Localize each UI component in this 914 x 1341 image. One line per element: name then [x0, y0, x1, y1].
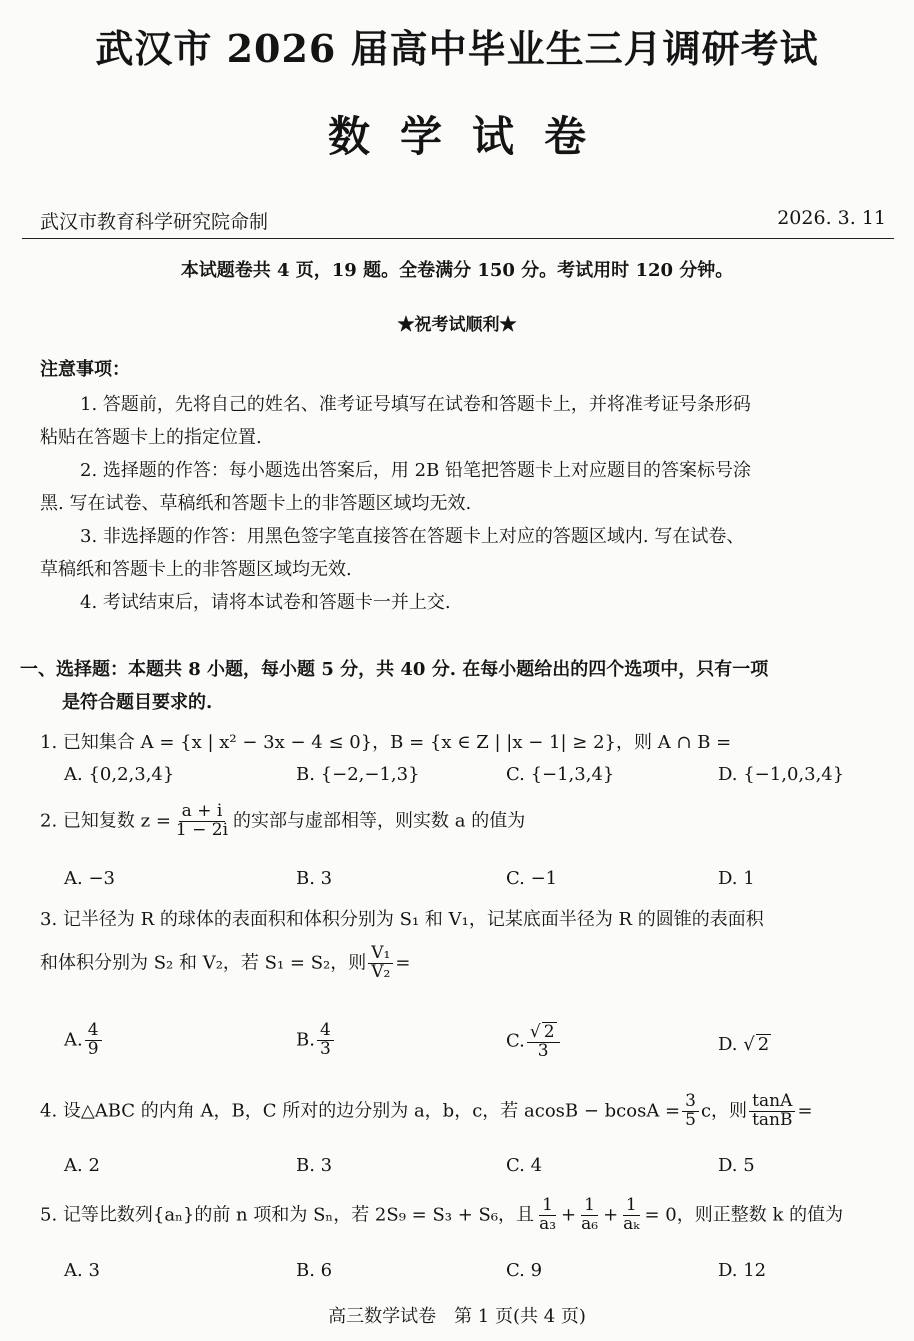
question-4-fraction-numerator: 3: [682, 1093, 699, 1112]
page-footer: 高三数学试卷 第 1 页(共 4 页): [328, 1306, 586, 1327]
question-4-lead: 4. 设△ABC 的内角 A，B，C 所对的边分别为 a，b，c，若 acosB − bcosA =: [40, 1100, 681, 1122]
question-5-option-c: C. 9: [506, 1260, 543, 1281]
question-3-option-c-fraction: [527, 1022, 560, 1061]
question-4-tan-numerator: tanA: [749, 1093, 795, 1112]
question-5-fraction-2: [578, 1197, 601, 1234]
question-3-option-d: [718, 1034, 771, 1055]
question-2-stem: [40, 803, 525, 840]
question-4-fraction-denominator: 5: [685, 1109, 696, 1130]
question-1-option-d: D. {−1,0,3,4}: [718, 764, 845, 785]
question-1-option-b: B. {−2,−1,3}: [296, 764, 420, 785]
question-5-option-a: A. 3: [64, 1260, 100, 1281]
section-1-heading-line-2: 是符合题目要求的.: [62, 692, 213, 713]
question-4-option-a: A. 2: [64, 1155, 100, 1176]
sqrt-icon: √: [743, 1034, 755, 1055]
question-4-option-b: B. 3: [296, 1155, 333, 1176]
question-1-stem: 1. 已知集合 A = {x | x² − 3x − 4 ≤ 0}，B = {x ∈ Z | |x − 1| ≥ 2}，则 A ∩ B =: [40, 732, 732, 753]
question-3-option-b-fraction: [317, 1022, 334, 1059]
question-4-option-c: C. 4: [506, 1155, 543, 1176]
question-3-option-a-numerator: 4: [85, 1022, 102, 1041]
question-2-fraction-denominator: 1 − 2i: [175, 819, 229, 840]
question-3-fraction: [368, 945, 393, 982]
question-5-option-b: B. 6: [296, 1260, 333, 1281]
notice-item-3-line-1: 3. 非选择题的作答：用黑色签字笔直接答在答题卡上对应的答题区域内. 写在试卷、: [80, 526, 745, 547]
question-5-fraction-3-denominator: aₖ: [623, 1213, 640, 1234]
question-3-option-c: [506, 1022, 562, 1061]
exam-date: 2026. 3. 11: [777, 207, 886, 229]
question-5-fraction-1-denominator: a₃: [539, 1213, 557, 1234]
question-5-fraction-3-numerator: 1: [623, 1197, 640, 1216]
notice-item-2-line-1: 2. 选择题的作答：每小题选出答案后，用 2B 铅笔把答题卡上对应题目的答案标号涂: [80, 460, 752, 481]
notice-item-1-line-1: 1. 答题前，先将自己的姓名、准考证号填写在试卷和答题卡上，并将准考证号条形码: [80, 394, 751, 415]
question-5-option-d: D. 12: [718, 1260, 767, 1281]
question-5-fraction-2-numerator: 1: [581, 1197, 598, 1216]
question-2-option-a: A. −3: [64, 868, 115, 889]
question-4-fraction: [682, 1093, 699, 1130]
question-2-option-d: D. 1: [718, 868, 755, 889]
notice-item-2-line-2: 黑. 写在试卷、草稿纸和答题卡上的非答题区域均无效.: [40, 493, 472, 514]
question-2-fraction: [173, 803, 231, 840]
question-3-option-a-denominator: 9: [87, 1038, 99, 1059]
question-3-option-b-numerator: 4: [317, 1022, 334, 1041]
exam-title: 武汉市 2026 届高中毕业生三月调研考试: [95, 26, 819, 71]
plus-sign: +: [603, 1204, 619, 1226]
question-5-fraction-2-denominator: a₆: [581, 1213, 599, 1234]
question-3-stem-line-1: 3. 记半径为 R 的球体的表面积和体积分别为 S₁ 和 V₁，记某底面半径为 R 的圆锥的表面积: [40, 909, 764, 930]
question-1-option-c: C. {−1,3,4}: [506, 764, 615, 785]
question-3-option-d-radicand: 2: [757, 1034, 770, 1055]
exam-info: 本试题卷共 4 页，19 题。全卷满分 150 分。考试用时 120 分钟。: [180, 260, 734, 281]
question-2-option-c: C. −1: [506, 868, 558, 889]
question-3-tail: =: [395, 952, 411, 974]
plus-sign: +: [561, 1204, 577, 1226]
question-4-tan-denominator: tanB: [752, 1109, 793, 1130]
question-1-option-a: A. {0,2,3,4}: [64, 764, 175, 785]
question-4-option-d: D. 5: [718, 1155, 755, 1176]
question-4-tail: =: [797, 1100, 813, 1122]
notice-heading: 注意事项：: [40, 359, 130, 380]
issuer: 武汉市教育科学研究院命制: [40, 211, 269, 233]
question-3-option-c-label: C.: [506, 1030, 525, 1052]
paper-subject-title: 数学试卷: [327, 112, 616, 161]
question-3-option-c-denominator: 3: [537, 1040, 549, 1061]
question-3-option-c-radicand: 2: [543, 1022, 555, 1042]
header-divider: [22, 238, 894, 239]
question-5-fraction-1-numerator: 1: [539, 1197, 556, 1216]
question-4-stem: [40, 1093, 813, 1130]
sqrt-icon: √: [529, 1022, 541, 1042]
notice-item-1-line-2: 粘贴在答题卡上的指定位置.: [40, 427, 262, 448]
question-3-option-a-fraction: [85, 1022, 102, 1059]
notice-item-4: 4. 考试结束后，请将本试卷和答题卡一并上交.: [80, 592, 451, 613]
question-3-option-d-label: D.: [718, 1034, 738, 1055]
question-2-fraction-numerator: a + i: [179, 803, 226, 822]
question-2-option-b: B. 3: [296, 868, 333, 889]
question-3-fraction-numerator: V₁: [368, 945, 393, 964]
section-1-heading-line-1: 一、选择题：本题共 8 小题，每小题 5 分，共 40 分. 在每小题给出的四个选项中，只有一项: [20, 659, 769, 680]
question-3-lead: 和体积分别为 S₂ 和 V₂，若 S₁ = S₂，则: [40, 952, 367, 974]
question-5-lead: 5. 记等比数列{aₙ}的前 n 项和为 Sₙ，若 2S₉ = S₃ + S₆，且: [40, 1204, 535, 1226]
question-5-tail: = 0，则正整数 k 的值为: [644, 1204, 844, 1226]
question-3-option-b-label: B.: [296, 1029, 315, 1051]
question-4-mid: c，则: [700, 1100, 748, 1122]
question-2-lead: 2. 已知复数 z =: [40, 810, 171, 832]
question-3-option-a: [64, 1022, 104, 1059]
notice-item-3-line-2: 草稿纸和答题卡上的非答题区域均无效.: [40, 559, 352, 580]
question-5-fraction-1: [536, 1197, 559, 1234]
question-3-option-c-numerator: [527, 1022, 560, 1043]
question-3-option-b: [296, 1022, 336, 1059]
question-3-option-b-denominator: 3: [319, 1038, 331, 1059]
question-2-tail: 的实部与虚部相等，则实数 a 的值为: [233, 810, 526, 832]
good-luck-banner: ★祝考试顺利★: [397, 315, 517, 335]
question-4-tan-fraction: [749, 1093, 795, 1130]
question-5-stem: [40, 1197, 843, 1234]
question-3-fraction-denominator: V₂: [371, 961, 391, 982]
question-3-stem-line-2: [40, 945, 410, 982]
question-5-fraction-3: [620, 1197, 642, 1234]
question-3-option-a-label: A.: [64, 1029, 83, 1051]
